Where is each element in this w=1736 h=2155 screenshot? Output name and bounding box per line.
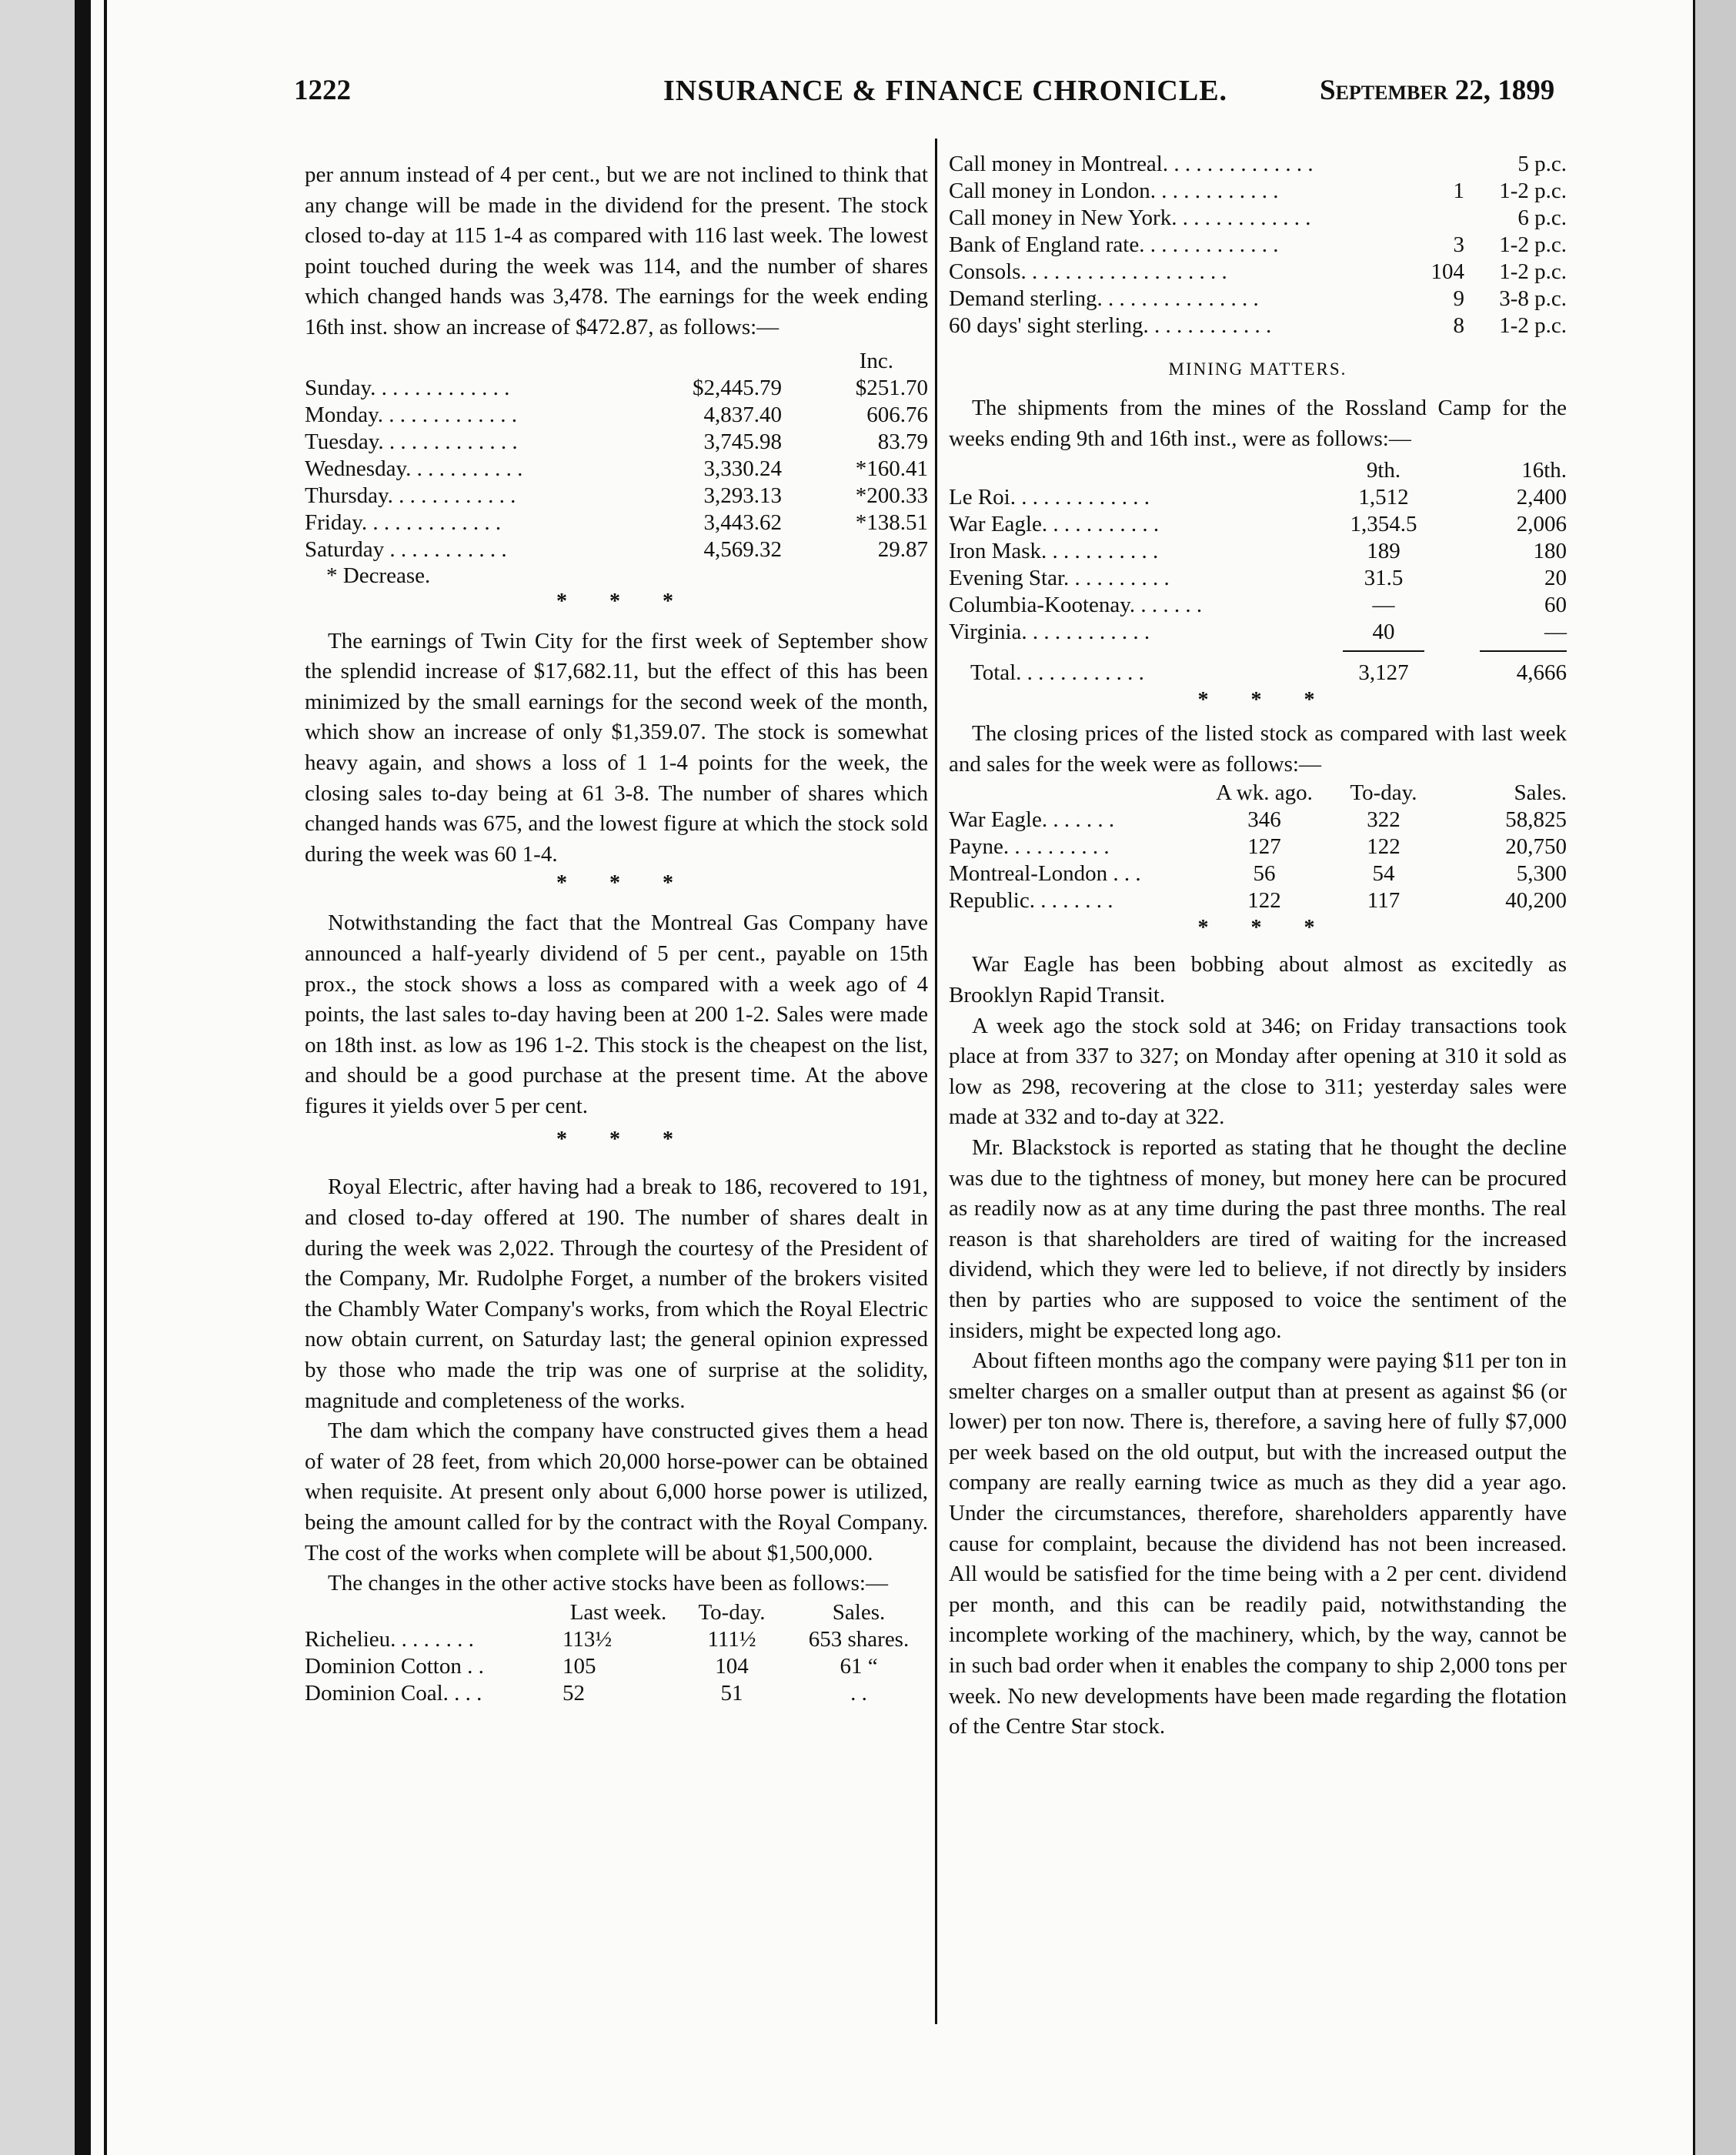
table-row — [949, 484, 1567, 511]
total-rule — [1480, 650, 1567, 660]
table-row — [949, 511, 1567, 538]
sales-cell: 653 shares. — [808, 1626, 910, 1652]
week9-cell: 40 — [1372, 620, 1395, 645]
sales-cell: 61 “ — [840, 1653, 878, 1679]
week-ago-header: A wk. ago. — [1216, 780, 1313, 806]
inc-cell: *138.51 — [855, 510, 928, 535]
today-header: To-day. — [698, 1599, 766, 1625]
day-label: Wednesday. . . . . . . . . . . — [305, 456, 523, 481]
section-separator: * * * — [1197, 688, 1334, 713]
mine-name: War Eagle. . . . . . . . . . . — [949, 512, 1160, 537]
inc-cell: 606.76 — [866, 402, 928, 427]
paragraph: About fifteen months ago the company were paying $11 per ton in smelter charges on a smaller output than at present as against $6 (or lower) per ton now. There is, therefore, a saving here of fully $7,000 per week based on the old output, but with the increased output the company are really earning twice as much as they did a year ago. Under the circumstances, therefore, shareholders apparently have cause for complaint, because the dividend has not been increased. All would be satisfied for the time being with a 2 per cent. dividend per month, and this can be readily paid, notwithstanding the incomplete working of the machinery, which, by the way, cannot be in such bad order when it enables the company to ship 2,000 tons per week. No new developments have been made regarding the flotation of the Centre Star stock. — [949, 1348, 1567, 1739]
paragraph: Royal Electric, after having had a break to 186, recovered to 191, and closed to-day offered at 190. The number of shares dealt in during the week was 2,022. Through the courtesy of the President of the Company, Mr. Rudolphe Forget, a number of the brokers visited the Chambly Water Company's works, from which the Royal Electric now obtain current, on Saturday last; the general opinion expressed by those who made the trip was one of surprise at the solidity, magnitude and completeness of the works. — [305, 1174, 928, 1413]
table-row — [949, 151, 1567, 178]
sales-header: Sales. — [1514, 780, 1567, 806]
today-cell: 322 — [1367, 807, 1400, 833]
stock-name: Montreal-London . . . — [949, 861, 1141, 887]
week16-cell: 180 — [1533, 539, 1567, 564]
today-cell: 122 — [1367, 834, 1400, 860]
table-row — [305, 536, 928, 563]
inc-cell: $251.70 — [855, 375, 928, 400]
week9-cell: 1,512 — [1358, 485, 1409, 510]
table-row — [949, 660, 1567, 687]
section-heading: MINING MATTERS. — [1168, 359, 1347, 379]
inc-cell: 29.87 — [877, 536, 928, 562]
rate-whole: 9 — [1453, 286, 1464, 311]
binding-line — [104, 0, 107, 2155]
amount-cell: 4,569.32 — [703, 536, 782, 562]
closing-prices-table — [949, 780, 1567, 914]
sales-cell: 5,300 — [1516, 861, 1567, 887]
stock-name: Dominion Coal. . . . — [305, 1680, 482, 1706]
stock-name: Richelieu. . . . . . . . — [305, 1626, 474, 1652]
last-week-header: Last week. — [569, 1599, 667, 1625]
table-row — [949, 807, 1567, 834]
paragraph: The earnings of Twin City for the first week of September show the splendid increase of $17,682.11, but the effect of this has been minimized by the small earnings for the second week of the month, which show an increase of only $1,359.07. The stock is somewhat heavy again, and shows a loss of 1 1-4 points for the week, the closing sales to-day being at 61 3-8. The number of shares which changed hands was 675, and the lowest figure at which the stock sold during the week was 60 1-4. — [305, 628, 928, 867]
paragraph: A week ago the stock sold at 346; on Friday transactions took place at from 337 to 327; on Monday after opening at 310 it sold as low as 298, recovering at the close to 311; yesterday sales were made at 332 and to-day at 322. — [949, 1013, 1567, 1130]
week16-cell: 2,006 — [1516, 512, 1567, 537]
week9-cell: 189 — [1367, 539, 1400, 564]
paragraph: War Eagle has been bobbing about almost as excitedly as Brooklyn Rapid Transit. — [949, 952, 1567, 1007]
inc-cell: *200.33 — [855, 483, 928, 508]
last-week-cell: 52 — [563, 1680, 585, 1706]
active-stocks-table — [305, 1599, 928, 1707]
today-cell: 104 — [715, 1653, 749, 1679]
rate-whole: 1 — [1453, 179, 1464, 203]
mine-name: Virginia. . . . . . . . . . . . — [949, 620, 1150, 645]
section-separator: * * * — [556, 871, 692, 896]
sales-cell: 58,825 — [1505, 807, 1567, 833]
table-row — [949, 619, 1567, 646]
rate-label: Call money in London. . . . . . . . . . . . — [949, 179, 1279, 203]
paragraph: Mr. Blackstock is reported as stating that he thought the decline was due to the tightness of money, but money here can be procured as readily now as at any time during the past three months. The real reason is that shareholders are tired of waiting for the increased dividend, which they were led to believe, if not directly by insiders then by parties who are supposed to voice the sentiment of the insiders, might be expected long ago. — [949, 1134, 1567, 1343]
week-ago-cell: 122 — [1247, 888, 1281, 914]
paragraph: The shipments from the mines of the Rossland Camp for the weeks ending 9th and 16th inst., were as follows:— — [949, 396, 1567, 451]
table-row — [949, 178, 1567, 205]
last-week-cell: 113½ — [563, 1626, 613, 1652]
table-row — [949, 259, 1567, 286]
table-row — [305, 1653, 928, 1680]
rate-label: Demand sterling. . . . . . . . . . . . . . . — [949, 286, 1259, 311]
next-page-edge — [1693, 0, 1736, 2155]
today-cell: 51 — [720, 1680, 743, 1706]
table-row — [305, 375, 928, 402]
week16-cell: — — [1544, 620, 1567, 645]
week9-cell: 1,354.5 — [1350, 512, 1417, 537]
column-rule — [935, 139, 937, 2024]
page-number: 1222 — [294, 75, 351, 106]
shipments-table — [949, 457, 1567, 687]
week16-cell: 20 — [1544, 566, 1567, 591]
week16-cell: 60 — [1544, 593, 1567, 618]
week9-cell: — — [1372, 593, 1395, 618]
today-header: To-day. — [1350, 780, 1417, 806]
mine-name: Iron Mask. . . . . . . . . . . — [949, 539, 1159, 564]
table-row — [949, 312, 1567, 339]
week16-cell: 2,400 — [1516, 485, 1567, 510]
day-label: Saturday . . . . . . . . . . . — [305, 536, 507, 562]
week9-total: 3,127 — [1358, 660, 1409, 686]
rate-label: Bank of England rate. . . . . . . . . . . . . — [949, 232, 1279, 257]
table-row — [949, 592, 1567, 619]
day-label: Thursday. . . . . . . . . . . . — [305, 483, 516, 508]
section-separator: * * * — [1197, 916, 1334, 941]
rate-value: 1-2 p.c. — [1499, 179, 1567, 203]
inc-header: Inc. — [859, 348, 893, 373]
table-row — [949, 232, 1567, 259]
total-label: Total. . . . . . . . . . . . — [970, 660, 1144, 686]
amount-cell: 3,745.98 — [703, 429, 782, 454]
issue-date: September 22, 1899 — [1320, 75, 1555, 106]
week16-header: 16th. — [1521, 458, 1567, 483]
sales-cell: . . — [850, 1680, 867, 1706]
table-row — [949, 205, 1567, 232]
table-row — [305, 429, 928, 456]
mine-name: Columbia-Kootenay. . . . . . . — [949, 593, 1203, 618]
book-binding — [0, 0, 77, 2155]
stock-name: War Eagle. . . . . . . — [949, 807, 1115, 833]
total-rule — [1343, 650, 1424, 660]
day-label: Tuesday. . . . . . . . . . . . . — [305, 429, 518, 454]
today-cell: 111½ — [707, 1626, 756, 1652]
table-row — [949, 538, 1567, 565]
rate-value: 3-8 p.c. — [1499, 286, 1567, 311]
week-ago-cell: 127 — [1247, 834, 1281, 860]
rate-whole: 104 — [1431, 259, 1464, 284]
rate-label: Call money in New York. . . . . . . . . . . . . — [949, 205, 1311, 230]
week9-header: 9th. — [1366, 458, 1401, 483]
rate-whole: 8 — [1453, 313, 1464, 338]
mine-name: Evening Star. . . . . . . . . . — [949, 566, 1170, 591]
table-row — [305, 510, 928, 536]
right-column — [949, 151, 1567, 1742]
section-separator: * * * — [556, 1128, 692, 1152]
mine-name: Le Roi. . . . . . . . . . . . . — [949, 485, 1150, 510]
week-ago-cell: 56 — [1253, 861, 1276, 887]
amount-cell: 3,330.24 — [703, 456, 782, 481]
rate-label: Consols. . . . . . . . . . . . . . . . . . . — [949, 259, 1227, 284]
rate-whole — [1410, 205, 1464, 232]
table-row — [949, 887, 1567, 914]
today-cell: 117 — [1367, 888, 1400, 914]
inc-cell: *160.41 — [855, 456, 928, 481]
inc-cell: 83.79 — [877, 429, 928, 454]
sales-header: Sales. — [832, 1599, 886, 1625]
publication-title: INSURANCE & FINANCE CHRONICLE. — [663, 75, 1228, 107]
stock-name: Republic. . . . . . . . — [949, 888, 1113, 914]
binding-shadow — [77, 0, 91, 2155]
rate-value: 1-2 p.c. — [1499, 259, 1567, 284]
paragraph: The dam which the company have constructed gives them a head of water of 28 feet, from which 20,000 horse-power can be obtained when requisite. At present only about 6,000 horse power is utilized, being the amount called for by the contract with the Royal Company. The cost of the works when complete will be about $1,500,000. — [305, 1418, 928, 1565]
table-row — [305, 456, 928, 483]
day-label: Monday. . . . . . . . . . . . . — [305, 402, 518, 427]
paragraph: The changes in the other active stocks have been as follows:— — [328, 1571, 888, 1596]
paragraph: The closing prices of the listed stock as compared with last week and sales for the week were as follows:— — [949, 721, 1567, 777]
rate-value: 1-2 p.c. — [1499, 232, 1567, 257]
day-label: Friday. . . . . . . . . . . . . — [305, 510, 502, 535]
sales-cell: 40,200 — [1505, 888, 1567, 914]
table-row — [305, 402, 928, 429]
rate-value: 5 p.c. — [1517, 152, 1567, 176]
today-cell: 54 — [1372, 861, 1395, 887]
table-row — [949, 834, 1567, 860]
day-label: Sunday. . . . . . . . . . . . . — [305, 375, 510, 400]
stock-name: Payne. . . . . . . . . . — [949, 834, 1110, 860]
stock-name: Dominion Cotton . . — [305, 1653, 484, 1679]
week9-cell: 31.5 — [1364, 566, 1404, 591]
decrease-note: * Decrease. — [326, 563, 431, 588]
table-row — [305, 483, 928, 510]
paragraph: Notwithstanding the fact that the Montreal Gas Company have announced a half-yearly dividend of 5 per cent., payable on 15th prox., the stock shows a loss as compared with a week ago of 4 points, the last sales to-day having been at 200 1-2. Sales were made on 18th inst. as low as 196 1-2. This stock is the cheapest on the list, and should be a good purchase at the present time. At the above figures it yields over 5 per cent. — [305, 910, 928, 1118]
table-row — [305, 1680, 928, 1707]
money-rates-table — [949, 151, 1567, 339]
rate-value: 6 p.c. — [1517, 205, 1567, 230]
amount-cell: 3,443.62 — [703, 510, 782, 535]
earnings-table — [305, 348, 928, 563]
table-row — [949, 565, 1567, 592]
rate-value: 1-2 p.c. — [1499, 313, 1567, 338]
table-row — [949, 860, 1567, 887]
table-row — [305, 1626, 928, 1653]
amount-cell: 4,837.40 — [703, 402, 782, 427]
rate-label: 60 days' sight sterling. . . . . . . . . . . . — [949, 313, 1272, 338]
paragraph: per annum instead of 4 per cent., but we are not inclined to think that any change will be made in the dividend for the present. The stock closed to-day at 115 1-4 as compared with 116 last week. The lowest point touched during the week was 114, and the number of shares which changed hands was 3,478. The earnings for the week ending 16th inst. show an increase of $472.87, as follows:— — [305, 162, 928, 339]
left-column — [305, 160, 928, 1707]
week-ago-cell: 346 — [1247, 807, 1281, 833]
table-row — [949, 286, 1567, 312]
week16-total: 4,666 — [1516, 660, 1567, 686]
rate-whole: 3 — [1453, 232, 1464, 257]
last-week-cell: 105 — [563, 1653, 596, 1679]
rate-whole — [1410, 151, 1464, 178]
rate-label: Call money in Montreal. . . . . . . . . . . . . . — [949, 152, 1314, 176]
amount-cell: 3,293.13 — [703, 483, 782, 508]
sales-cell: 20,750 — [1505, 834, 1567, 860]
amount-cell: $2,445.79 — [693, 375, 782, 400]
section-separator: * * * — [556, 589, 692, 613]
